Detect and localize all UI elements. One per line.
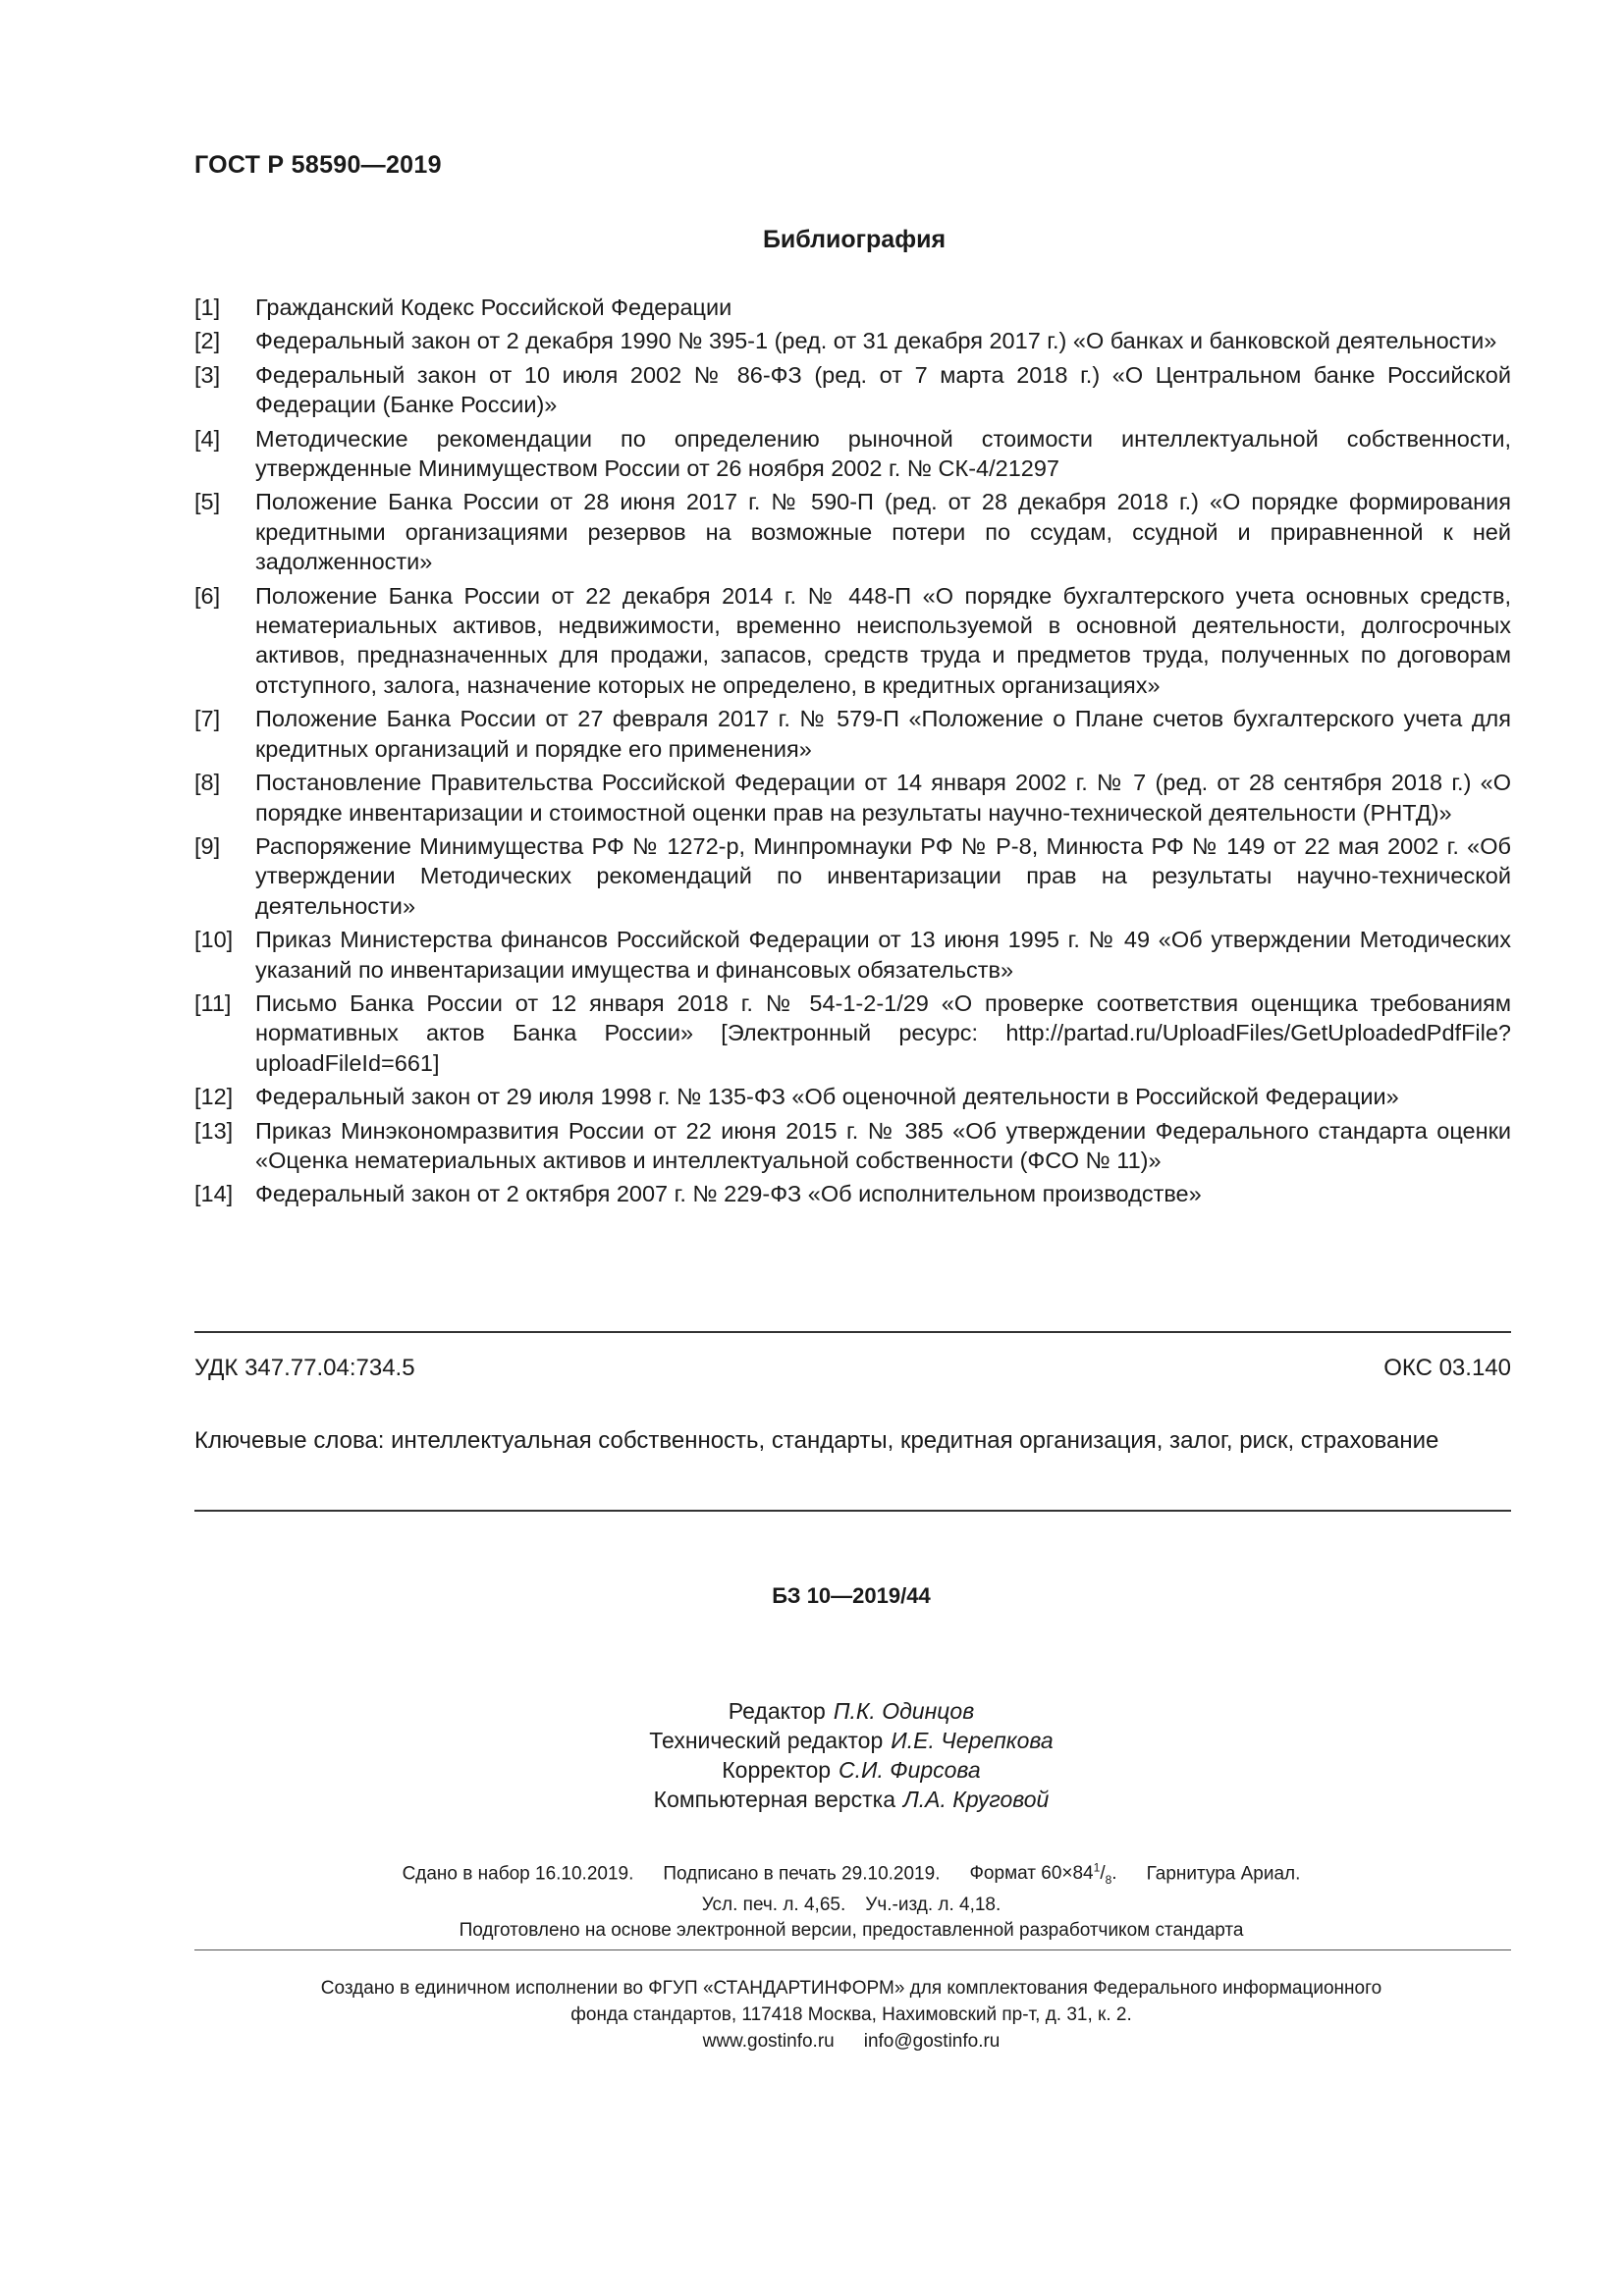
bibliography-item-number: [9] xyxy=(194,832,221,859)
edition-code: БЗ 10—2019/44 xyxy=(772,1583,931,1608)
signed-date: Подписано в печать 29.10.2019. xyxy=(663,1863,941,1885)
udk-code: УДК 347.77.04:734.5 xyxy=(194,1355,415,1381)
bibliography-item-number: [13] xyxy=(194,1117,234,1144)
bibliography-item xyxy=(194,831,1511,921)
publication-line-1 xyxy=(0,1855,1624,1893)
staff-list xyxy=(0,1696,1624,1814)
email-link[interactable]: info@gostinfo.ru xyxy=(863,2031,1001,2052)
bibliography-item-number: [2] xyxy=(194,328,221,354)
bibliography-item-text: Положение Банка России от 28 июня 2017 г. № 590-П (ред. от 28 декабря 2018 г.) «О порядке формирования кредитными организациями резервов на возможные потери по ссудам, ссудной и приравненной к ней задолженности» xyxy=(255,489,1511,575)
paper-format: Формат $60\times 84^1/_8$. xyxy=(969,1861,1117,1888)
website-link[interactable]: www.gostinfo.ru xyxy=(702,2031,835,2052)
staff-row xyxy=(0,1726,1624,1755)
divider-middle xyxy=(194,1510,1511,1512)
staff-name: П.К. Одинцов xyxy=(833,1698,975,1724)
bibliography-item-number: [1] xyxy=(194,294,221,320)
bibliography-item xyxy=(194,360,1511,420)
footer-info xyxy=(0,1975,1624,2055)
bibliography-item-text: Федеральный закон от 2 декабря 1990 № 395-1 (ред. от 31 декабря 2017 г.) «О банках и банковской деятельности» xyxy=(255,328,1497,354)
staff-name: С.И. Фирсова xyxy=(839,1757,981,1783)
bibliography-item-number: [14] xyxy=(194,1181,234,1207)
bibliography-title: Библиография xyxy=(762,226,947,253)
prepared-note: Подготовлено на основе электронной версии, предоставленной разработчиком стандарта xyxy=(459,1920,1244,1942)
bibliography-item xyxy=(194,1179,1511,1208)
document-id: ГОСТ Р 58590—2019 xyxy=(194,151,442,179)
bibliography-item-text: Федеральный закон от 10 июля 2002 № 86-ФЗ (ред. от 7 марта 2018 г.) «О Центральном банке Российской Федерации (Банке России)» xyxy=(255,361,1511,418)
bibliography-item-text: Положение Банка России от 22 декабря 2014 г. № 448-П «О порядке бухгалтерского учета основных средств, нематериальных активов, недвижимости, временно неиспользуемой в основной деятельности, долгосрочных активов, предназначенных для продажи, запасов, средств труда и предметов труда, полученных по договорам отступного, залога, назначение которых не определено, в кредитных организациях» xyxy=(255,582,1511,698)
bibliography-item xyxy=(194,487,1511,576)
bibliography-item-number: [10] xyxy=(194,927,234,953)
publication-line-2 xyxy=(0,1893,1624,1918)
bibliography-item-text: Приказ Министерства финансов Российской Федерации от 13 июня 1995 г. № 49 «Об утверждении Методических указаний по инвентаризации имущества и финансовых обязательств» xyxy=(255,927,1511,983)
bibliography-item-text: Приказ Минэкономразвития России от 22 июня 2015 г. № 385 «Об утверждении Федерального стандарта оценки «Оценка нематериальных активов и интеллектуальной собственности (ФСО № 11)» xyxy=(255,1117,1511,1173)
bibliography-item-number: [11] xyxy=(194,989,232,1016)
bibliography-item-number: [12] xyxy=(194,1084,234,1110)
bibliography-item xyxy=(194,1116,1511,1176)
bibliography-item-text: Гражданский Кодекс Российской Федерации xyxy=(255,294,732,320)
keywords: Ключевые слова: интеллектуальная собственность, стандарты, кредитная организация, залог, риск, страхование xyxy=(194,1427,1439,1454)
bibliography-item-number: [8] xyxy=(194,770,221,796)
staff-name: И.Е. Черепкова xyxy=(891,1728,1054,1753)
staff-row xyxy=(0,1696,1624,1726)
bibliography-item-text: Постановление Правительства Российской Федерации от 14 января 2002 г. № 7 (ред. от 28 сентября 2018 г.) «О порядке инвентаризации и стоимостной оценки прав на результаты научно-технической деятельности (РНТД)» xyxy=(255,770,1511,826)
footer-contacts xyxy=(0,2028,1624,2055)
bibliography-item-text: Методические рекомендации по определению рыночной стоимости интеллектуальной собственности, утвержденные Минимуществом России от 26 ноября 2002 г. № СК-4/21297 xyxy=(255,425,1511,482)
footer-line-1: Создано в единичном исполнении во ФГУП «СТАНДАРТИНФОРМ» для комплектования Федерального информационного xyxy=(320,1978,1382,1999)
bibliography-item xyxy=(194,768,1511,828)
bibliography-item-number: [7] xyxy=(194,706,221,732)
bibliography-item-text: Распоряжение Минимущества РФ № 1272-р, Минпромнауки РФ № Р-8, Минюста РФ № 149 от 22 мая 2002 г. «Об утверждении Методических рекомендаций по инвентаризации прав на результаты научно-технической деятельности» xyxy=(255,832,1511,919)
staff-role: Компьютерная верстка xyxy=(653,1787,895,1812)
submitted-date: Сдано в набор 16.10.2019. xyxy=(402,1863,634,1885)
divider-top xyxy=(194,1331,1511,1333)
bibliography-list xyxy=(194,293,1511,1213)
footer-line-2: фонда стандартов, 117418 Москва, Нахимовский пр-т, д. 31, к. 2. xyxy=(570,2004,1132,2025)
bibliography-item xyxy=(194,293,1511,322)
bibliography-item-number: [6] xyxy=(194,582,221,609)
staff-role: Редактор xyxy=(728,1698,826,1724)
bibliography-item-text: Положение Банка России от 27 февраля 2017 г. № 579-П «Положение о Плане счетов бухгалтерского учета для кредитных организаций и порядке его применения» xyxy=(255,706,1511,762)
bibliography-item-number: [5] xyxy=(194,489,221,515)
staff-row xyxy=(0,1755,1624,1785)
staff-row xyxy=(0,1785,1624,1814)
publication-info xyxy=(0,1855,1624,1944)
bibliography-item xyxy=(194,326,1511,355)
bibliography-item-number: [4] xyxy=(194,425,221,452)
publication-sheets: Уч.-изд. л. 4,18. xyxy=(865,1895,1001,1916)
bibliography-item xyxy=(194,1082,1511,1111)
print-sheets: Усл. печ. л. 4,65. xyxy=(701,1895,846,1916)
font-info: Гарнитура Ариал. xyxy=(1146,1863,1301,1885)
bibliography-item xyxy=(194,581,1511,701)
bibliography-item xyxy=(194,704,1511,764)
bibliography-item-number: [3] xyxy=(194,361,221,388)
bibliography-item-text: Федеральный закон от 2 октября 2007 г. № 229-ФЗ «Об исполнительном производстве» xyxy=(255,1181,1202,1207)
bibliography-item-text: Федеральный закон от 29 июля 1998 г. № 135-ФЗ «Об оценочной деятельности в Российской Федерации» xyxy=(255,1084,1399,1110)
bibliography-item xyxy=(194,988,1511,1078)
bibliography-item xyxy=(194,925,1511,985)
bibliography-item xyxy=(194,424,1511,484)
staff-name: Л.А. Круговой xyxy=(903,1787,1050,1812)
staff-role: Технический редактор xyxy=(649,1728,884,1753)
oks-code: ОКС 03.140 xyxy=(1383,1355,1511,1381)
staff-role: Корректор xyxy=(722,1757,832,1783)
bibliography-item-text: Письмо Банка России от 12 января 2018 г. № 54-1-2-1/29 «О проверке соответствия оценщика требованиям нормативных актов Банка России» [Электронный ресурс: http://partad.ru/UploadFiles/GetUploadedPdfFile?uploadFileId=661] xyxy=(255,989,1511,1076)
divider-bottom xyxy=(194,1949,1511,1950)
